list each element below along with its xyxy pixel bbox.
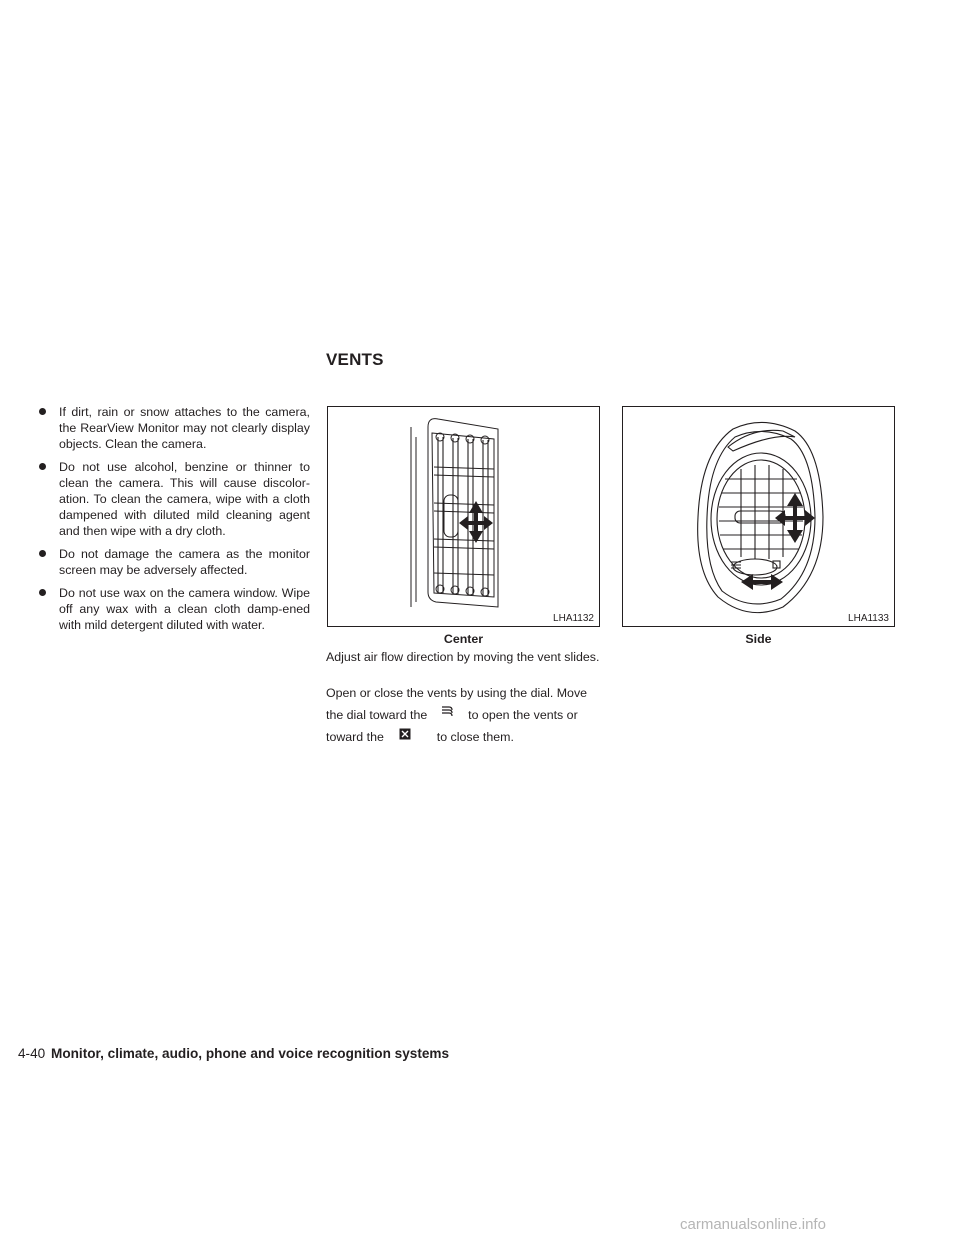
dial-arrow-icon [741,574,783,590]
figure-code: LHA1133 [848,613,889,624]
list-item: Do not use wax on the camera window. Wipe off any wax with a clean cloth damp-ened with mild detergent diluted with water. [38,585,310,633]
bullet-icon [39,408,46,415]
side-vent-illustration [623,407,894,626]
dial-line-3: toward the to close them. [326,730,514,744]
watermark: carmanualsonline.info [680,1216,826,1233]
bullet-icon [39,463,46,470]
list-item: Do not damage the camera as the monitor screen may be adversely affected. [38,546,310,578]
dial-line-1: Open or close the vents by using the dial. Move [326,686,588,700]
page-footer [18,1046,449,1061]
vent-open-icon [431,708,465,724]
list-item: If dirt, rain or snow attaches to the camera, the RearView Monitor may not clearly display objects. Clean the camera. [38,404,310,452]
figure-caption-center: Center [443,632,484,646]
side-vent-figure [622,406,895,627]
bullet-icon [39,550,46,557]
center-vent-figure [327,406,600,627]
section-heading: VENTS [326,350,384,369]
dial-paragraph [326,682,600,748]
figure-caption-side: Side [745,632,772,646]
figure-code: LHA1132 [553,613,594,624]
chapter-title: Monitor, climate, audio, phone and voice recognition systems [51,1046,450,1061]
center-vent-illustration [328,407,599,626]
vent-close-icon [387,730,433,746]
bullet-list [38,404,310,640]
list-item: Do not use alcohol, benzine or thinner to clean the camera. This will cause discolor-ation. To clean the camera, wipe with a cloth dampened with diluted mild cleaning agent and then wipe with a dry cloth. [38,459,310,539]
airflow-paragraph: Adjust air flow direction by moving the vent slides. [326,650,600,664]
page-number: 4-40 [18,1046,46,1061]
dial-line-2: the dial toward the to open the vents or [326,708,578,722]
bullet-icon [39,589,46,596]
